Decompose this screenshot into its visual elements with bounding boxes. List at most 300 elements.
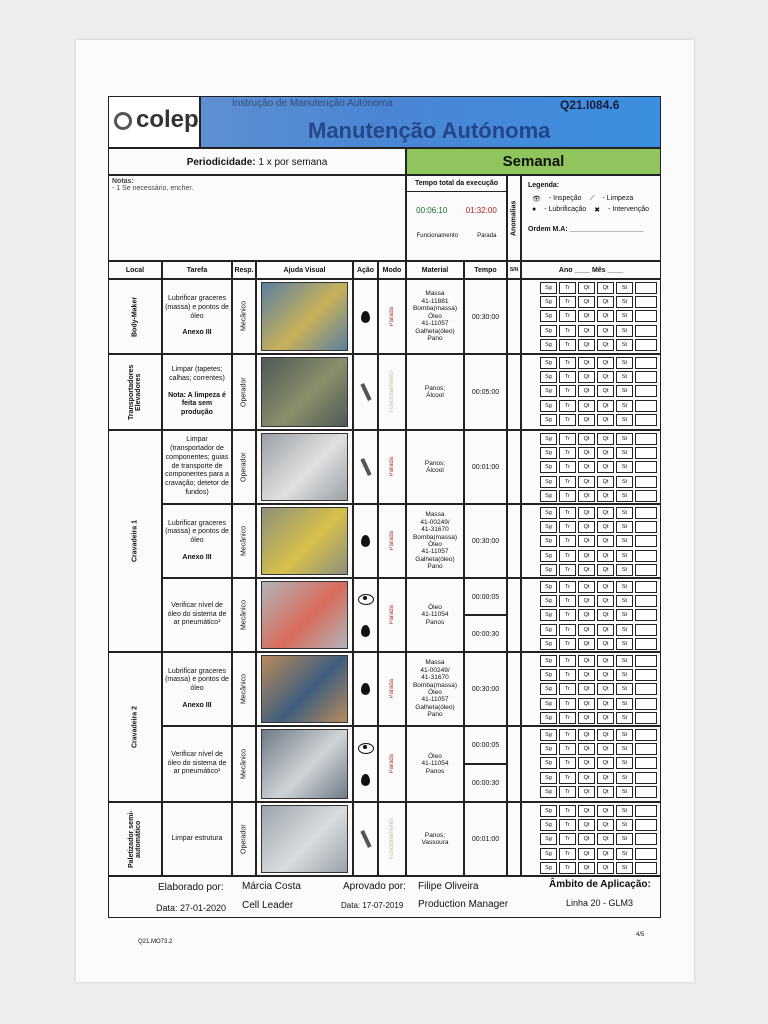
day-checkbox[interactable]: Qt (597, 683, 614, 695)
material-text: Panos; Álcool (424, 384, 446, 399)
day-checkbox[interactable]: Tr (559, 581, 576, 593)
material-text: Massa 41-00249/ 41-31670 Bomba(massa) Óleo 41-11057 Galheta(óleo) Pano (412, 511, 458, 571)
acao-cell (353, 354, 378, 430)
day-checkbox[interactable]: Sg (540, 490, 557, 502)
checkbox-row (540, 848, 657, 859)
material-text: Massa 41-11881 Bomba(massa) Óleo 41-11057 Galheta(óleo) Pano (412, 290, 458, 343)
day-checkbox[interactable]: Tr (559, 669, 576, 681)
blank-checkbox[interactable] (635, 282, 657, 294)
day-checkbox[interactable]: St (616, 833, 633, 845)
task-description (162, 578, 232, 652)
blank-checkbox[interactable] (635, 476, 657, 488)
day-checkbox[interactable]: Tr (559, 357, 576, 369)
day-checkbox[interactable]: St (616, 385, 633, 397)
blank-checkbox[interactable] (635, 433, 657, 445)
day-checkbox[interactable]: Qt (597, 698, 614, 710)
ordem-ma: Ordem M.A: ___________________ (528, 226, 644, 233)
blank-checkbox[interactable] (635, 757, 657, 769)
day-checkbox[interactable]: Tr (559, 339, 576, 351)
day-checkbox[interactable]: Qt (578, 490, 595, 502)
blank-checkbox[interactable] (635, 848, 657, 860)
day-checkbox[interactable]: St (616, 848, 633, 860)
day-checkbox[interactable]: Qt (597, 862, 614, 874)
day-checkbox[interactable]: St (616, 371, 633, 383)
day-checkbox[interactable]: Qt (597, 310, 614, 322)
tempo-total-box (406, 175, 507, 261)
day-checkbox[interactable]: Qt (578, 862, 595, 874)
day-checkbox[interactable]: Tr (559, 521, 576, 533)
day-checkbox[interactable]: Sg (540, 564, 557, 576)
day-checkbox[interactable]: Tr (559, 385, 576, 397)
day-checkbox[interactable]: St (616, 624, 633, 636)
day-checkbox[interactable]: St (616, 521, 633, 533)
day-checkbox[interactable]: Sg (540, 461, 557, 473)
day-checkbox[interactable]: Qt (597, 296, 614, 308)
day-checkbox[interactable]: Qt (578, 310, 595, 322)
day-checkbox[interactable]: Qt (578, 743, 595, 755)
blank-checkbox[interactable] (635, 786, 657, 798)
task-description (162, 504, 232, 578)
day-checkbox[interactable]: St (616, 357, 633, 369)
day-checkbox[interactable]: Qt (578, 833, 595, 845)
day-checkbox[interactable]: Qt (597, 476, 614, 488)
day-checkbox[interactable]: Qt (597, 564, 614, 576)
blank-checkbox[interactable] (635, 743, 657, 755)
blank-checkbox[interactable] (635, 564, 657, 576)
day-checkbox[interactable]: Sg (540, 848, 557, 860)
day-checkbox[interactable]: St (616, 655, 633, 667)
day-checkbox[interactable]: St (616, 729, 633, 741)
checkbox-row (540, 282, 657, 293)
day-checkbox[interactable]: Tr (559, 414, 576, 426)
modo-cell (378, 504, 406, 578)
material-cell (406, 726, 464, 802)
machine-photo (261, 655, 348, 723)
checkbox-row (540, 581, 657, 592)
day-checkbox[interactable]: Tr (559, 550, 576, 562)
day-checkbox[interactable]: Sg (540, 609, 557, 621)
day-checkbox[interactable]: Sg (540, 772, 557, 784)
day-checkbox[interactable]: Qt (597, 833, 614, 845)
logo-text: colep (136, 106, 199, 133)
day-checkbox[interactable]: Qt (578, 461, 595, 473)
day-checkbox[interactable]: Sg (540, 325, 557, 337)
day-checkbox[interactable]: Sg (540, 476, 557, 488)
day-checkbox[interactable]: Qt (578, 669, 595, 681)
material-cell (406, 802, 464, 876)
checkbox-row (540, 325, 657, 336)
day-checkbox[interactable]: Tr (559, 757, 576, 769)
day-checkbox[interactable]: St (616, 862, 633, 874)
task-note: Nota: A limpeza é feita sem produção (168, 391, 226, 417)
day-checkbox[interactable]: Sg (540, 833, 557, 845)
day-checkbox[interactable]: St (616, 757, 633, 769)
blank-checkbox[interactable] (635, 414, 657, 426)
day-checkbox[interactable]: Qt (578, 712, 595, 724)
checkbox-row (540, 609, 657, 620)
machine-photo (261, 357, 348, 427)
day-checkbox[interactable]: Qt (578, 638, 595, 650)
blank-checkbox[interactable] (635, 461, 657, 473)
blank-checkbox[interactable] (635, 581, 657, 593)
checkbox-row (540, 400, 657, 411)
day-checkbox[interactable]: Qt (578, 564, 595, 576)
day-checkbox[interactable]: Qt (597, 447, 614, 459)
day-checkbox[interactable]: Sg (540, 624, 557, 636)
day-checkbox[interactable]: Qt (578, 655, 595, 667)
blank-checkbox[interactable] (635, 712, 657, 724)
blank-checkbox[interactable] (635, 669, 657, 681)
day-checkbox[interactable]: Qt (597, 743, 614, 755)
day-checkbox[interactable]: Qt (578, 581, 595, 593)
day-checkbox[interactable]: Qt (597, 535, 614, 547)
day-checkbox[interactable]: St (616, 461, 633, 473)
day-checkbox[interactable]: Sg (540, 550, 557, 562)
day-checkbox[interactable]: St (616, 805, 633, 817)
day-checkbox[interactable]: St (616, 296, 633, 308)
day-checkbox[interactable]: St (616, 581, 633, 593)
day-checkbox[interactable]: Qt (578, 325, 595, 337)
day-checkbox[interactable]: Qt (578, 683, 595, 695)
day-checkbox[interactable]: Qt (578, 339, 595, 351)
day-checkbox[interactable]: St (616, 743, 633, 755)
blank-checkbox[interactable] (635, 400, 657, 412)
day-checkbox[interactable]: St (616, 535, 633, 547)
day-checkbox[interactable]: St (616, 339, 633, 351)
day-checkbox[interactable]: Qt (597, 490, 614, 502)
day-checkbox[interactable]: Tr (559, 507, 576, 519)
day-checkbox[interactable]: St (616, 564, 633, 576)
drop-icon (361, 311, 370, 323)
day-checkbox[interactable]: Qt (578, 400, 595, 412)
blank-checkbox[interactable] (635, 296, 657, 308)
day-checkbox[interactable]: Qt (597, 757, 614, 769)
blank-checkbox[interactable] (635, 805, 657, 817)
sn-cell (507, 726, 521, 802)
day-checkbox[interactable]: Tr (559, 282, 576, 294)
blank-checkbox[interactable] (635, 535, 657, 547)
day-checkbox[interactable]: Sg (540, 339, 557, 351)
day-checkbox[interactable]: Sg (540, 595, 557, 607)
day-checkbox[interactable]: Qt (597, 507, 614, 519)
blank-checkbox[interactable] (635, 490, 657, 502)
day-checkbox[interactable]: Qt (578, 595, 595, 607)
day-checkbox[interactable]: St (616, 819, 633, 831)
day-checkbox[interactable]: Sg (540, 819, 557, 831)
day-checkbox[interactable]: Tr (559, 712, 576, 724)
drop-icon: ● (532, 206, 537, 213)
day-checkbox[interactable]: Qt (578, 698, 595, 710)
day-checkbox[interactable]: Qt (578, 805, 595, 817)
day-checkbox[interactable]: Sg (540, 638, 557, 650)
day-checkbox[interactable]: Qt (597, 786, 614, 798)
blank-checkbox[interactable] (635, 833, 657, 845)
checkbox-row (540, 339, 657, 350)
brush-icon (360, 383, 371, 401)
blank-checkbox[interactable] (635, 357, 657, 369)
blank-checkbox[interactable] (635, 862, 657, 874)
col-tempo: Tempo (464, 261, 507, 279)
day-checkbox[interactable]: Qt (578, 848, 595, 860)
day-checkbox[interactable]: St (616, 550, 633, 562)
day-checkbox[interactable]: Qt (578, 282, 595, 294)
day-checkbox[interactable]: Tr (559, 805, 576, 817)
legenda-label: Legenda: (528, 182, 560, 189)
day-checkbox[interactable]: St (616, 683, 633, 695)
blank-checkbox[interactable] (635, 595, 657, 607)
blank-checkbox[interactable] (635, 729, 657, 741)
day-checkbox[interactable]: Tr (559, 296, 576, 308)
day-checkbox[interactable]: St (616, 638, 633, 650)
day-checkbox[interactable]: St (616, 698, 633, 710)
day-checkbox[interactable]: Tr (559, 819, 576, 831)
blank-checkbox[interactable] (635, 638, 657, 650)
day-checkbox[interactable]: Qt (578, 624, 595, 636)
day-checkbox[interactable]: Tr (559, 400, 576, 412)
day-checkbox[interactable]: Sg (540, 655, 557, 667)
machine-photo (261, 581, 348, 649)
day-checkbox[interactable]: St (616, 786, 633, 798)
day-checkbox[interactable]: Tr (559, 786, 576, 798)
blank-checkbox[interactable] (635, 550, 657, 562)
day-checkbox[interactable]: Sg (540, 581, 557, 593)
blank-checkbox[interactable] (635, 624, 657, 636)
day-checkbox[interactable]: St (616, 490, 633, 502)
day-checkbox[interactable]: Qt (597, 400, 614, 412)
material-cell (406, 652, 464, 726)
day-checkbox[interactable]: Qt (597, 357, 614, 369)
day-checkbox[interactable]: Sg (540, 862, 557, 874)
day-checkbox[interactable]: Sg (540, 712, 557, 724)
blank-checkbox[interactable] (635, 371, 657, 383)
day-checkbox[interactable]: Tr (559, 371, 576, 383)
day-checkbox[interactable]: Sg (540, 357, 557, 369)
tempo-value: 00:01:00 (464, 802, 507, 876)
eye-icon (358, 743, 374, 754)
day-checkbox[interactable]: Qt (597, 805, 614, 817)
acao-cell (353, 652, 378, 726)
day-checkbox[interactable]: Sg (540, 310, 557, 322)
day-checkbox[interactable]: Sg (540, 535, 557, 547)
sn-cell (507, 354, 521, 430)
day-checkbox[interactable]: Sg (540, 400, 557, 412)
blank-checkbox[interactable] (635, 698, 657, 710)
day-checkbox[interactable]: Qt (578, 729, 595, 741)
day-checkbox[interactable]: Sg (540, 447, 557, 459)
day-checkbox[interactable]: Qt (597, 609, 614, 621)
day-checkbox[interactable]: Sg (540, 507, 557, 519)
day-checkbox[interactable]: Qt (578, 447, 595, 459)
day-checkbox[interactable]: Qt (597, 638, 614, 650)
day-checkbox[interactable]: Sg (540, 385, 557, 397)
day-checkbox[interactable]: Sg (540, 414, 557, 426)
day-checkbox[interactable]: Qt (578, 609, 595, 621)
day-checkbox[interactable]: Sg (540, 433, 557, 445)
modo-label: Parada (389, 306, 395, 327)
day-checkbox[interactable]: Sg (540, 698, 557, 710)
day-checkbox[interactable]: Qt (578, 521, 595, 533)
day-checkbox[interactable]: Sg (540, 757, 557, 769)
day-checkbox[interactable]: Qt (597, 461, 614, 473)
blank-checkbox[interactable] (635, 655, 657, 667)
day-checkbox[interactable]: Qt (597, 848, 614, 860)
blank-checkbox[interactable] (635, 507, 657, 519)
blank-checkbox[interactable] (635, 683, 657, 695)
drop-icon (361, 625, 370, 637)
day-checkbox[interactable]: St (616, 772, 633, 784)
blank-checkbox[interactable] (635, 772, 657, 784)
checkbox-row (540, 447, 657, 458)
day-checkbox[interactable]: Tr (559, 433, 576, 445)
day-checkbox[interactable]: Sg (540, 743, 557, 755)
day-checkbox[interactable]: St (616, 476, 633, 488)
day-checkbox[interactable]: Qt (597, 433, 614, 445)
day-checkbox[interactable]: Qt (578, 357, 595, 369)
acao-cell (353, 726, 378, 802)
day-checkbox[interactable]: Qt (578, 371, 595, 383)
day-checkbox[interactable]: St (616, 507, 633, 519)
blank-checkbox[interactable] (635, 385, 657, 397)
day-checkbox[interactable]: Qt (597, 729, 614, 741)
blank-checkbox[interactable] (635, 447, 657, 459)
day-checkbox[interactable]: Sg (540, 371, 557, 383)
funcionamento-label: Funcionamento (416, 233, 458, 239)
day-checkbox[interactable]: Qt (578, 786, 595, 798)
day-checkbox[interactable]: Sg (540, 282, 557, 294)
day-checkbox[interactable]: Tr (559, 638, 576, 650)
blank-checkbox[interactable] (635, 339, 657, 351)
day-checkbox[interactable]: St (616, 433, 633, 445)
day-checkbox[interactable]: Sg (540, 521, 557, 533)
notas-label: Notas: (112, 178, 134, 185)
day-checkbox[interactable]: Qt (578, 296, 595, 308)
checkbox-row (540, 655, 657, 666)
day-checkbox[interactable]: St (616, 325, 633, 337)
day-checkbox[interactable]: Qt (578, 476, 595, 488)
day-checkbox[interactable]: St (616, 609, 633, 621)
day-checkbox[interactable]: Qt (578, 385, 595, 397)
day-checkbox[interactable]: Qt (578, 414, 595, 426)
day-checkbox[interactable]: Tr (559, 848, 576, 860)
day-checkbox[interactable]: Tr (559, 461, 576, 473)
day-checkbox[interactable]: Qt (597, 521, 614, 533)
day-checkbox[interactable]: Qt (597, 371, 614, 383)
day-checkbox[interactable]: Qt (597, 772, 614, 784)
blank-checkbox[interactable] (635, 819, 657, 831)
day-checkbox[interactable]: St (616, 669, 633, 681)
tempo-value: 00:30:00 (464, 652, 507, 726)
day-checkbox[interactable]: Qt (597, 819, 614, 831)
checkbox-row (540, 712, 657, 723)
modo-label: Parada (389, 679, 395, 699)
day-checkbox[interactable]: Qt (597, 595, 614, 607)
day-checkbox[interactable]: Tr (559, 609, 576, 621)
day-checkbox[interactable]: Sg (540, 669, 557, 681)
day-checkbox[interactable]: Tr (559, 698, 576, 710)
cargo-elaborado: Cell Leader (242, 900, 294, 911)
day-checkbox[interactable]: Qt (578, 772, 595, 784)
material-text: Panos; Vassoura (421, 831, 449, 846)
day-checkbox[interactable]: St (616, 447, 633, 459)
day-checkbox[interactable]: Qt (578, 757, 595, 769)
day-checkbox[interactable]: Sg (540, 805, 557, 817)
day-checkbox[interactable]: Tr (559, 535, 576, 547)
day-checkbox[interactable]: Qt (578, 550, 595, 562)
day-checkbox[interactable]: Tr (559, 862, 576, 874)
blank-checkbox[interactable] (635, 521, 657, 533)
day-checkbox[interactable]: Tr (559, 310, 576, 322)
day-checkbox[interactable]: Tr (559, 683, 576, 695)
local-transportadores: Transportadores Elevadores (108, 354, 162, 430)
tempo-total-label: Tempo total da execução (407, 176, 506, 192)
task-note: Anexo III (182, 701, 212, 709)
day-checkbox[interactable]: Tr (559, 564, 576, 576)
day-checkbox[interactable]: Tr (559, 833, 576, 845)
day-checkbox[interactable]: St (616, 282, 633, 294)
day-checkbox[interactable]: Tr (559, 447, 576, 459)
task-text: Lubrificar graceres (massa) e pontos de óleo (165, 519, 229, 544)
blank-checkbox[interactable] (635, 325, 657, 337)
day-checkbox[interactable]: Tr (559, 624, 576, 636)
day-checkbox[interactable]: Qt (597, 339, 614, 351)
task-resp: Mecânico (232, 578, 256, 652)
day-checkbox[interactable]: Qt (597, 624, 614, 636)
day-checkbox[interactable]: Sg (540, 729, 557, 741)
day-checkbox[interactable]: Tr (559, 476, 576, 488)
day-checkbox[interactable]: Tr (559, 325, 576, 337)
day-checkbox[interactable]: St (616, 414, 633, 426)
modo-label: Parada (389, 754, 395, 774)
day-checkbox[interactable]: Tr (559, 772, 576, 784)
day-checkbox[interactable]: Qt (597, 669, 614, 681)
day-checkbox[interactable]: Sg (540, 683, 557, 695)
day-checkbox[interactable]: Qt (597, 282, 614, 294)
day-checkbox[interactable]: Qt (578, 507, 595, 519)
blank-checkbox[interactable] (635, 310, 657, 322)
day-checkbox[interactable]: Sg (540, 786, 557, 798)
day-checkbox[interactable]: Qt (597, 655, 614, 667)
day-checkbox[interactable]: Qt (597, 712, 614, 724)
notas-text: - 1 Se necessário, encher. (112, 185, 194, 192)
day-checkbox[interactable]: Tr (559, 729, 576, 741)
day-checkbox[interactable]: Qt (597, 581, 614, 593)
day-checkbox[interactable]: Qt (597, 550, 614, 562)
day-checkbox[interactable]: Sg (540, 296, 557, 308)
day-checkbox[interactable]: Qt (597, 414, 614, 426)
day-checkbox[interactable]: Qt (578, 535, 595, 547)
local-body-maker: Body-Maker (108, 279, 162, 354)
day-checkbox[interactable]: Tr (559, 490, 576, 502)
checkbox-row (540, 819, 657, 830)
checkbox-row (540, 414, 657, 425)
day-checkbox[interactable]: Qt (578, 433, 595, 445)
day-checkbox[interactable]: St (616, 310, 633, 322)
col-local: Local (108, 261, 162, 279)
day-checkbox[interactable]: Qt (578, 819, 595, 831)
material-text: Massa 41-00249/ 41-31670 Bomba(massa) Óleo 41-11057 Galheta(óleo) Pano (412, 659, 458, 719)
blank-checkbox[interactable] (635, 609, 657, 621)
day-checkbox[interactable]: St (616, 400, 633, 412)
header-subtitle: Instrução de Manutenção Autónoma (232, 98, 393, 109)
day-checkbox[interactable]: St (616, 712, 633, 724)
day-checkbox[interactable]: Qt (597, 385, 614, 397)
day-checkbox[interactable]: Tr (559, 743, 576, 755)
tempo-value-2: 00:00:30 (464, 764, 507, 802)
day-checkbox[interactable]: St (616, 595, 633, 607)
day-checkbox[interactable]: Qt (597, 325, 614, 337)
day-checkbox[interactable]: Tr (559, 595, 576, 607)
day-checkbox[interactable]: Tr (559, 655, 576, 667)
